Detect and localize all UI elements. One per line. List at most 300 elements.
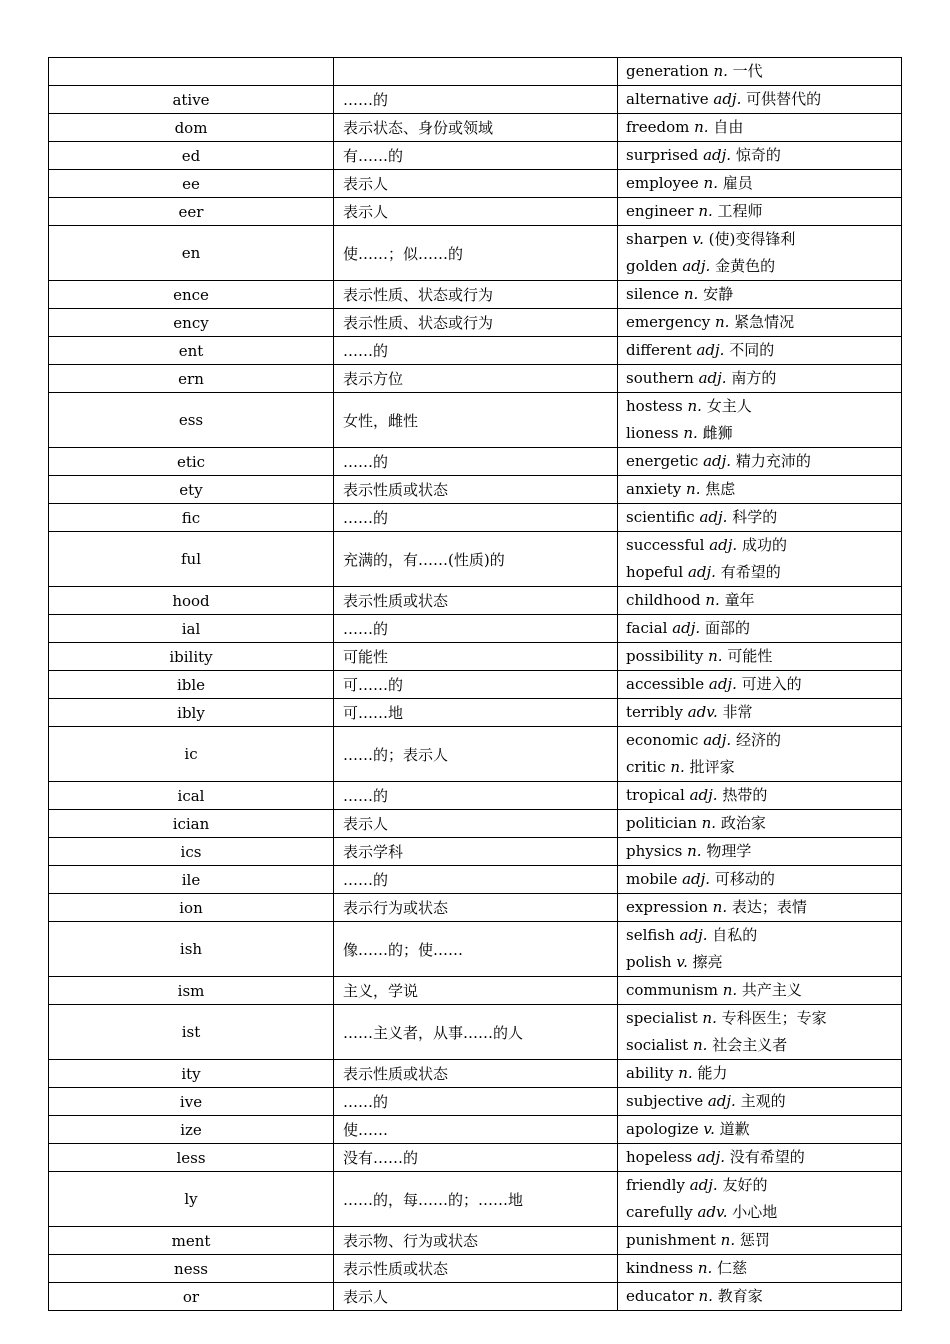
example-word: scientific [626,508,695,526]
example-cell [618,1255,902,1283]
example-word: employee [626,174,699,192]
example-cell [618,365,902,393]
suffix-cell: ibility [49,643,334,671]
example-line [626,1116,901,1143]
example-line [626,838,901,865]
example-cell [618,114,902,142]
table-row [49,337,902,365]
example-gloss: 自由 [713,118,744,136]
example-word: apologize [626,1120,699,1138]
suffix-cell: or [49,1283,334,1311]
suffix-cell: ee [49,170,334,198]
meaning-cell: 充满的，有……(性质)的 [334,532,618,587]
example-word: engineer [626,202,694,220]
part-of-speech: n. [683,285,699,303]
table-row [49,532,902,587]
example-line [626,86,901,113]
part-of-speech: adj. [679,926,708,944]
example-line [626,337,901,364]
example-line [626,1172,901,1199]
example-gloss: 批评家 [689,758,735,776]
example-line [626,1199,901,1226]
table-row [49,1005,902,1060]
part-of-speech: n. [694,118,709,136]
part-of-speech: n. [692,1036,708,1054]
example-word: southern [626,369,694,387]
example-line [626,1005,901,1032]
suffix-cell [49,58,334,86]
meaning-cell: 表示行为或状态 [334,894,618,922]
part-of-speech: n. [678,1064,693,1082]
example-word: expression [626,898,708,916]
part-of-speech: n. [686,480,701,498]
example-word: communism [626,981,718,999]
table-row [49,504,902,532]
table-row [49,476,902,504]
table-row [49,226,902,281]
example-cell [618,838,902,866]
part-of-speech: n. [701,814,717,832]
example-cell [618,532,902,587]
table-row [49,782,902,810]
example-cell [618,448,902,476]
example-line [626,476,901,503]
example-cell [618,1227,902,1255]
example-line [626,866,901,893]
example-line [626,727,901,754]
example-cell [618,1172,902,1227]
example-gloss: 紧急情况 [734,313,795,331]
example-word: socialist [626,1036,689,1054]
part-of-speech: n. [720,1231,736,1249]
example-word: possibility [626,647,704,665]
part-of-speech: n. [705,591,720,609]
example-gloss: 共产主义 [741,981,802,999]
suffix-cell: ency [49,309,334,337]
suffix-cell: ern [49,365,334,393]
example-line [626,1144,901,1171]
meaning-cell: ……的 [334,1088,618,1116]
example-gloss: 经济的 [735,731,781,749]
example-line [626,977,901,1004]
meaning-cell: ……的 [334,504,618,532]
suffix-cell: ician [49,810,334,838]
example-cell [618,977,902,1005]
example-line [626,309,901,336]
part-of-speech: adj. [703,731,732,749]
table-row [49,1227,902,1255]
example-cell [618,587,902,615]
example-gloss: 成功的 [741,536,787,554]
example-word: generation [626,62,709,80]
meaning-cell: 主义，学说 [334,977,618,1005]
meaning-cell: 表示人 [334,198,618,226]
example-line [626,1283,901,1310]
example-line [626,1255,901,1282]
table-row [49,922,902,977]
example-line [626,810,901,837]
example-line [626,699,901,726]
part-of-speech: n. [722,981,738,999]
table-row [49,448,902,476]
example-word: educator [626,1287,694,1305]
example-word: terribly [626,703,683,721]
example-gloss: 惊奇的 [735,146,781,164]
example-word: successful [626,536,705,554]
example-word: silence [626,285,680,303]
example-cell [618,922,902,977]
example-gloss: 教育家 [717,1287,763,1305]
suffix-cell: ible [49,671,334,699]
suffix-cell: ibly [49,699,334,727]
suffix-cell: less [49,1144,334,1172]
table-row [49,1283,902,1311]
table-row [49,170,902,198]
part-of-speech: v. [676,953,688,971]
example-line [626,532,901,559]
example-gloss: 擦亮 [692,953,723,971]
part-of-speech: adj. [698,369,727,387]
meaning-cell: 表示状态、身份或领域 [334,114,618,142]
example-line [626,754,901,781]
meaning-cell: 表示物、行为或状态 [334,1227,618,1255]
example-word: hopeful [626,563,684,581]
part-of-speech: adj. [682,870,711,888]
example-cell [618,1144,902,1172]
part-of-speech: n. [702,1009,717,1027]
part-of-speech: v. [692,230,704,248]
example-cell [618,142,902,170]
example-cell [618,1116,902,1144]
example-line [626,671,901,698]
example-line [626,643,901,670]
example-line [626,253,901,280]
meaning-cell: 表示性质或状态 [334,1255,618,1283]
suffix-cell: ize [49,1116,334,1144]
example-word: physics [626,842,683,860]
meaning-cell: 表示人 [334,1283,618,1311]
example-gloss: 精力充沛的 [735,452,811,470]
suffix-cell: ence [49,281,334,309]
example-gloss: 工程师 [717,202,763,220]
table-row [49,615,902,643]
table-row [49,86,902,114]
meaning-cell: 表示性质或状态 [334,587,618,615]
meaning-cell: 表示人 [334,810,618,838]
example-word: energetic [626,452,699,470]
table-row [49,838,902,866]
meaning-cell: 像……的；使…… [334,922,618,977]
example-gloss: 惩罚 [739,1231,770,1249]
example-word: anxiety [626,480,682,498]
example-word: facial [626,619,668,637]
example-line [626,559,901,586]
example-gloss: 自私的 [712,926,758,944]
example-cell [618,671,902,699]
example-word: alternative [626,90,709,108]
example-line [626,114,901,141]
example-cell [618,1005,902,1060]
example-cell [618,1283,902,1311]
example-word: economic [626,731,699,749]
part-of-speech: n. [697,1259,713,1277]
meaning-cell: 女性，雌性 [334,393,618,448]
suffix-cell: fic [49,504,334,532]
part-of-speech: adj. [672,619,701,637]
example-gloss: 小心地 [732,1203,778,1221]
example-line [626,365,901,392]
suffix-cell: ful [49,532,334,587]
example-word: polish [626,953,672,971]
table-row [49,587,902,615]
meaning-cell: 表示学科 [334,838,618,866]
example-word: friendly [626,1176,685,1194]
part-of-speech: v. [703,1120,715,1138]
example-word: carefully [626,1203,693,1221]
suffix-table [48,57,902,1311]
example-cell [618,699,902,727]
example-gloss: 物理学 [706,842,752,860]
example-gloss: 雌狮 [702,424,733,442]
example-word: selfish [626,926,675,944]
suffix-cell: en [49,226,334,281]
example-word: subjective [626,1092,704,1110]
example-gloss: 友好的 [722,1176,768,1194]
part-of-speech: adj. [713,90,742,108]
example-gloss: 可进入的 [741,675,802,693]
suffix-cell: ed [49,142,334,170]
meaning-cell: 表示性质、状态或行为 [334,281,618,309]
table-row [49,142,902,170]
meaning-cell: 使……；似……的 [334,226,618,281]
example-line [626,58,901,85]
example-gloss: 不同的 [729,341,775,359]
meaning-cell: ……的；表示人 [334,727,618,782]
example-gloss: 社会主义者 [712,1036,788,1054]
meaning-cell: ……的 [334,615,618,643]
example-gloss: 南方的 [731,369,777,387]
table-row [49,643,902,671]
meaning-cell: 表示性质或状态 [334,476,618,504]
example-gloss: 政治家 [720,814,766,832]
example-word: hostess [626,397,683,415]
example-gloss: 没有希望的 [729,1148,805,1166]
suffix-cell: ness [49,1255,334,1283]
example-word: kindness [626,1259,694,1277]
example-word: specialist [626,1009,698,1027]
part-of-speech: adj. [682,257,711,275]
example-line [626,226,901,253]
suffix-cell: ism [49,977,334,1005]
part-of-speech: adj. [687,563,716,581]
table-row [49,1172,902,1227]
suffix-cell: etic [49,448,334,476]
example-gloss: 非常 [722,703,753,721]
part-of-speech: adj. [709,536,738,554]
example-line [626,587,901,614]
example-cell [618,476,902,504]
meaning-cell: ……的，每……的；……地 [334,1172,618,1227]
table-row [49,365,902,393]
meaning-cell: 可……地 [334,699,618,727]
example-gloss: 表达；表情 [731,898,807,916]
table-row [49,1144,902,1172]
part-of-speech: n. [698,202,713,220]
meaning-cell: 表示性质、状态或行为 [334,309,618,337]
part-of-speech: adv. [687,703,718,721]
suffix-cell: ial [49,615,334,643]
example-word: sharpen [626,230,688,248]
example-cell [618,810,902,838]
example-gloss: 科学的 [732,508,778,526]
example-gloss: 专科医生；专家 [721,1009,827,1027]
suffix-cell: ive [49,1088,334,1116]
example-gloss: 女主人 [706,397,752,415]
example-gloss: 有希望的 [720,563,781,581]
example-word: politician [626,814,697,832]
example-cell [618,504,902,532]
example-cell [618,866,902,894]
example-line [626,782,901,809]
example-gloss: 焦虑 [705,480,736,498]
suffix-cell: ical [49,782,334,810]
meaning-cell: 表示人 [334,170,618,198]
example-cell [618,727,902,782]
suffix-cell: ment [49,1227,334,1255]
suffix-cell: ety [49,476,334,504]
example-gloss: 金黄色的 [715,257,776,275]
meaning-cell: ……的 [334,782,618,810]
suffix-cell: ile [49,866,334,894]
example-cell [618,782,902,810]
example-gloss: 热带的 [722,786,768,804]
table-row [49,1116,902,1144]
example-word: golden [626,257,678,275]
example-cell [618,86,902,114]
example-line [626,393,901,420]
suffix-cell: ent [49,337,334,365]
example-cell [618,226,902,281]
part-of-speech: adj. [697,1148,725,1166]
example-word: hopeless [626,1148,693,1166]
example-line [626,1088,901,1115]
table-row [49,671,902,699]
table-row [49,198,902,226]
part-of-speech: n. [670,758,685,776]
example-gloss: (使)变得锋利 [708,230,796,248]
example-line [626,922,901,949]
example-gloss: 可供替代的 [746,90,822,108]
example-line [626,1227,901,1254]
table-row [49,1060,902,1088]
example-word: childhood [626,591,701,609]
example-gloss: 仁慈 [717,1259,748,1277]
meaning-cell: 表示性质或状态 [334,1060,618,1088]
table-row [49,309,902,337]
example-gloss: 面部的 [704,619,750,637]
meaning-cell: ……主义者，从事……的人 [334,1005,618,1060]
suffix-cell: eer [49,198,334,226]
example-word: accessible [626,675,705,693]
table-row [49,1088,902,1116]
part-of-speech: n. [698,1287,713,1305]
example-word: lioness [626,424,679,442]
example-cell [618,337,902,365]
meaning-cell: 可……的 [334,671,618,699]
example-cell [618,615,902,643]
example-gloss: 主观的 [740,1092,786,1110]
example-word: mobile [626,870,678,888]
part-of-speech: adj. [707,1092,736,1110]
example-cell [618,1060,902,1088]
part-of-speech: n. [703,174,718,192]
suffix-cell: ics [49,838,334,866]
suffix-cell: ic [49,727,334,782]
part-of-speech: adj. [708,675,737,693]
part-of-speech: n. [712,898,728,916]
example-gloss: 安静 [703,285,734,303]
example-gloss: 能力 [697,1064,728,1082]
part-of-speech: n. [687,842,702,860]
example-cell [618,58,902,86]
suffix-cell: ative [49,86,334,114]
example-cell [618,393,902,448]
part-of-speech: n. [683,424,698,442]
example-gloss: 童年 [724,591,755,609]
table-row [49,699,902,727]
table-row [49,866,902,894]
example-line [626,142,901,169]
meaning-cell: 使…… [334,1116,618,1144]
suffix-cell: ion [49,894,334,922]
example-gloss: 雇员 [722,174,753,192]
meaning-cell: ……的 [334,448,618,476]
meaning-cell: ……的 [334,866,618,894]
meaning-cell: 有……的 [334,142,618,170]
example-cell [618,894,902,922]
part-of-speech: adj. [703,146,732,164]
example-line [626,1032,901,1059]
example-cell [618,309,902,337]
example-word: emergency [626,313,711,331]
example-gloss: 可能性 [727,647,773,665]
example-line [626,504,901,531]
suffix-cell: ish [49,922,334,977]
example-line [626,1060,901,1087]
example-gloss: 一代 [732,62,763,80]
part-of-speech: n. [714,313,730,331]
example-line [626,894,901,921]
meaning-cell: 可能性 [334,643,618,671]
example-cell [618,643,902,671]
part-of-speech: n. [713,62,728,80]
meaning-cell: 表示方位 [334,365,618,393]
table-body [49,58,902,1311]
part-of-speech: n. [687,397,702,415]
example-cell [618,198,902,226]
example-word: punishment [626,1231,716,1249]
table-row [49,727,902,782]
table-row [49,281,902,309]
part-of-speech: n. [708,647,723,665]
example-cell [618,1088,902,1116]
part-of-speech: adj. [689,786,718,804]
example-word: ability [626,1064,674,1082]
suffix-cell: ist [49,1005,334,1060]
example-cell [618,170,902,198]
table-row [49,393,902,448]
part-of-speech: adj. [703,452,732,470]
